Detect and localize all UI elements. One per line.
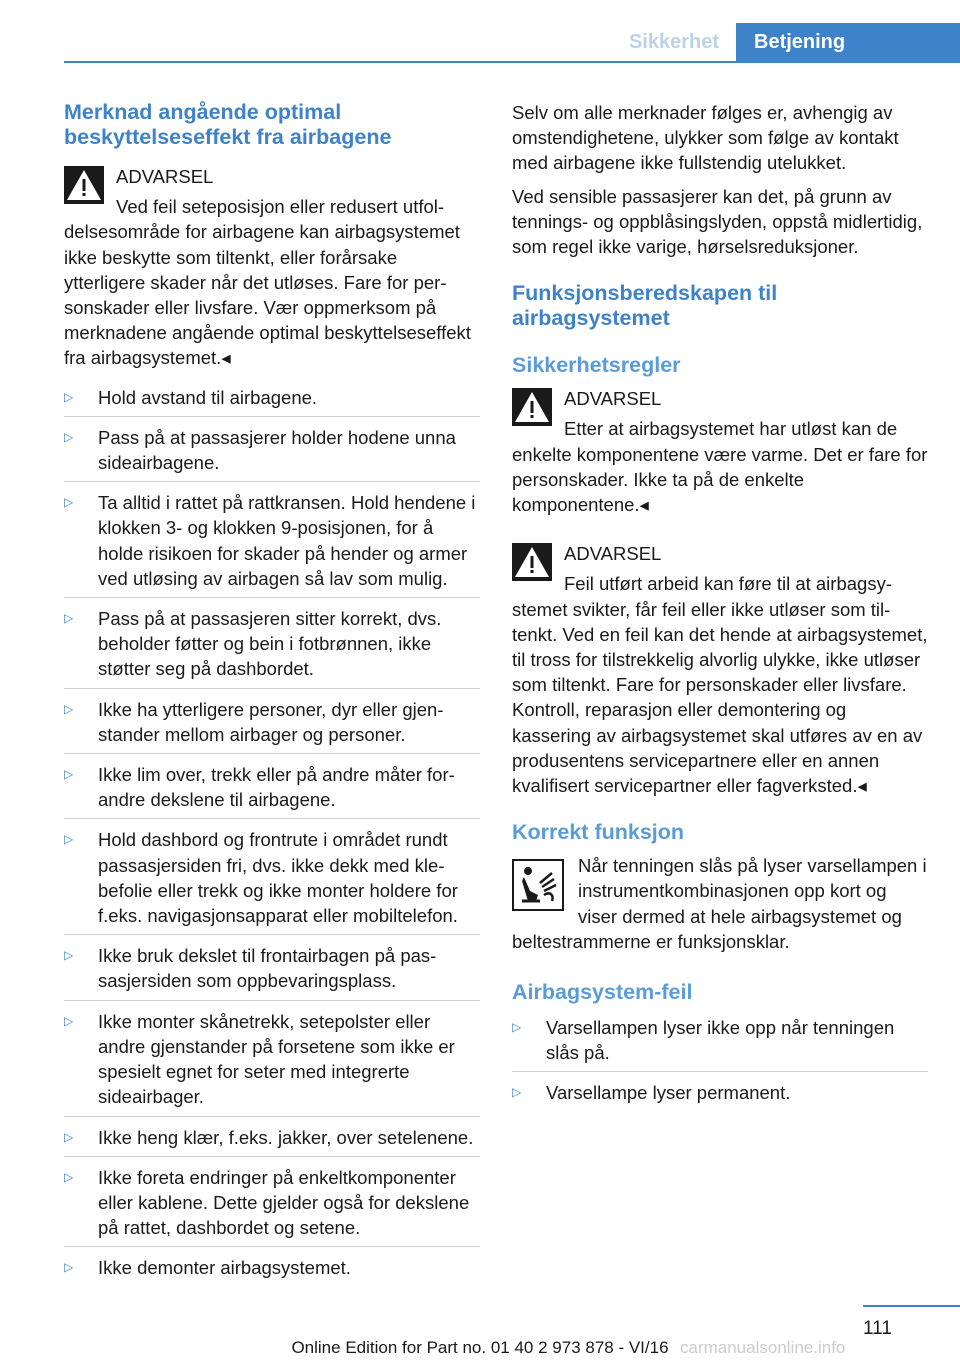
right-column <box>512 100 928 1118</box>
airbag-warning-icon <box>512 859 564 911</box>
list-item: ▷ Ikke heng klær, f.eks. jakker, over setelenene. <box>64 1123 480 1157</box>
subheading-airbagsystem-feil: Airbagsystem-feil <box>512 980 693 1005</box>
list-item: ▷ Hold avstand til airbagene. <box>64 383 480 417</box>
warning-text: Etter at airbagsystemet har utløst kan de enkelte komponentene være varme. Det er fare for personskader. Ikke ta på de enkelte komponentene.◂ <box>512 418 928 516</box>
bullet-triangle-icon: ▷ <box>64 429 74 444</box>
subheading-sikkerhetsregler: Sikkerhetsregler <box>512 353 681 378</box>
warning-title: ADVARSEL <box>564 543 662 565</box>
korrekt-text: Når tenningen slås på lyser varsellampen i instrumentkombinasjonen opp kort og viser dermed at hele airbagsystemet og beltestrammerne er funksjonsklar. <box>512 855 927 952</box>
list-item: ▷ Varsellampen lyser ikke opp når tenningen slås på. <box>512 1013 928 1072</box>
page-number: 111 <box>863 1318 892 1339</box>
bullet-triangle-icon: ▷ <box>64 701 74 716</box>
warning-block <box>512 541 928 798</box>
list-item: ▷ Pass på at passasjeren sitter korrekt, dvs. beholder føtter og bein i fotbrønnen, ikke støtter seg på dashbordet. <box>64 604 480 689</box>
list-item: ▷ Ikke foreta endringer på enkeltkomponenter eller kablene. Dette gjelder også for dekslene på rattet, dashbordet og setene. <box>64 1163 480 1248</box>
list-item: ▷ Ta alltid i rattet på rattkransen. Hold hendene i klokken 3- og klokken 9-posisjonen, for å holde risikoen for skader på hender og armer ved utløsing av airbagen så lav som mulig. <box>64 488 480 598</box>
bullet-triangle-icon: ▷ <box>64 1169 74 1184</box>
bullet-triangle-icon: ▷ <box>64 389 74 404</box>
list-item: ▷ Ikke ha ytterligere personer, dyr eller gjenstander mellom airbager og personer. <box>64 695 480 754</box>
list-item: ▷ Ikke lim over, trekk eller på andre måter forandre dekslene til airbagene. <box>64 760 480 819</box>
footer-edition: Online Edition for Part no. 01 40 2 973 878 - VI/16 <box>291 1338 669 1357</box>
header-tab-sikkerhet[interactable]: Sikkerhet <box>612 23 736 61</box>
list-item: ▷ Ikke monter skånetrekk, setepolster eller andre gjenstander på forsetene som ikke er spesielt egnet for seter med integrerte sideairbager. <box>64 1007 480 1117</box>
list-item: ▷ Hold dashbord og frontrute i området rundt passasjersiden fri, dvs. ikke dekk med klebefolie eller trekk og ikke monter holdere for f.eks. navigasjonsapparat eller mobiltelefon. <box>64 825 480 935</box>
bullet-triangle-icon: ▷ <box>512 1020 522 1035</box>
bullet-triangle-icon: ▷ <box>64 832 74 847</box>
left-column <box>64 100 480 1293</box>
header-rule <box>64 61 960 63</box>
section-heading-merknad: Merknad angående optimal beskyttelseseffekt fra airbagene <box>64 100 392 149</box>
list-item: ▷ Ikke demonter airbagsystemet. <box>64 1257 351 1279</box>
subheading-korrekt-funksjon: Korrekt funksjon <box>512 820 685 845</box>
bullet-triangle-icon: ▷ <box>64 1260 74 1275</box>
bullet-triangle-icon: ▷ <box>64 1013 74 1028</box>
header-tab-betjening[interactable]: Betjening <box>736 23 960 61</box>
list-item: ▷ Pass på at passasjerer holder hodene unna sideairbagene. <box>64 423 480 482</box>
bullet-triangle-icon: ▷ <box>64 948 74 963</box>
watermark: carmanualsonline.info <box>680 1338 846 1357</box>
warning-text: Feil utført arbeid kan føre til at airbagsystemet svikter, får feil eller ikke utløser som tiltenkt. Ved en feil kan det hende at airbagsystemet, til tross for tilstrekkelig alvorlig ulykke, ikke utløser som tiltenkt. Fare for personskader eller livsfare. Kontroll, reparasjon eller demontering og kassering av airbagsystemet skal utføres av en av produsentens servicepartnere eller en annen kvalifisert servicepartner eller fagverksted.◂ <box>512 573 928 797</box>
warning-title: ADVARSEL <box>116 166 214 187</box>
warning-title: ADVARSEL <box>564 388 662 410</box>
warning-block <box>512 386 928 517</box>
warning-text: Ved feil seteposisjon eller redusert utfoldelsesområde for airbagene kan airbagsystemet ikke beskytte som tiltenkt, eller forårsake ytterligere skader når det utløses. Fare for personskader eller livsfare. Vær oppmerksom på merknadene angående optimal beskyttelseseffekt fra airbagsystemet.◂ <box>64 196 471 369</box>
paragraph: Ved sensible passasjerer kan det, på grunn av tennings- og oppblåsingslyden, oppstå midlertidig, som regel ikke varige, hørselsreduksjoner. <box>512 185 923 258</box>
bullet-triangle-icon: ▷ <box>64 495 74 510</box>
bullet-triangle-icon: ▷ <box>64 611 74 626</box>
warning-triangle-icon <box>512 543 552 581</box>
bullet-triangle-icon: ▷ <box>64 1129 74 1144</box>
paragraph: Selv om alle merknader følges er, avhengig av omstendighetene, ulykker som følge av kontakt med airbagene ikke fullstendig utelukket. <box>512 102 899 174</box>
feil-list <box>512 1013 928 1112</box>
page-number-rule <box>863 1305 960 1307</box>
warning-block <box>64 164 480 371</box>
safety-list <box>64 383 480 1287</box>
warning-triangle-icon <box>64 166 104 204</box>
warning-triangle-icon <box>512 388 552 426</box>
section-heading-funksjon: Funksjonsberedskapen til airbagsystemet <box>512 281 778 331</box>
bullet-triangle-icon: ▷ <box>512 1085 522 1100</box>
korrekt-block <box>512 853 928 954</box>
list-item: ▷ Varsellampe lyser permanent. <box>512 1082 791 1104</box>
list-item: ▷ Ikke bruk dekslet til frontairbagen på passasjersiden som oppbevaringsplass. <box>64 941 480 1000</box>
bullet-triangle-icon: ▷ <box>64 767 74 782</box>
